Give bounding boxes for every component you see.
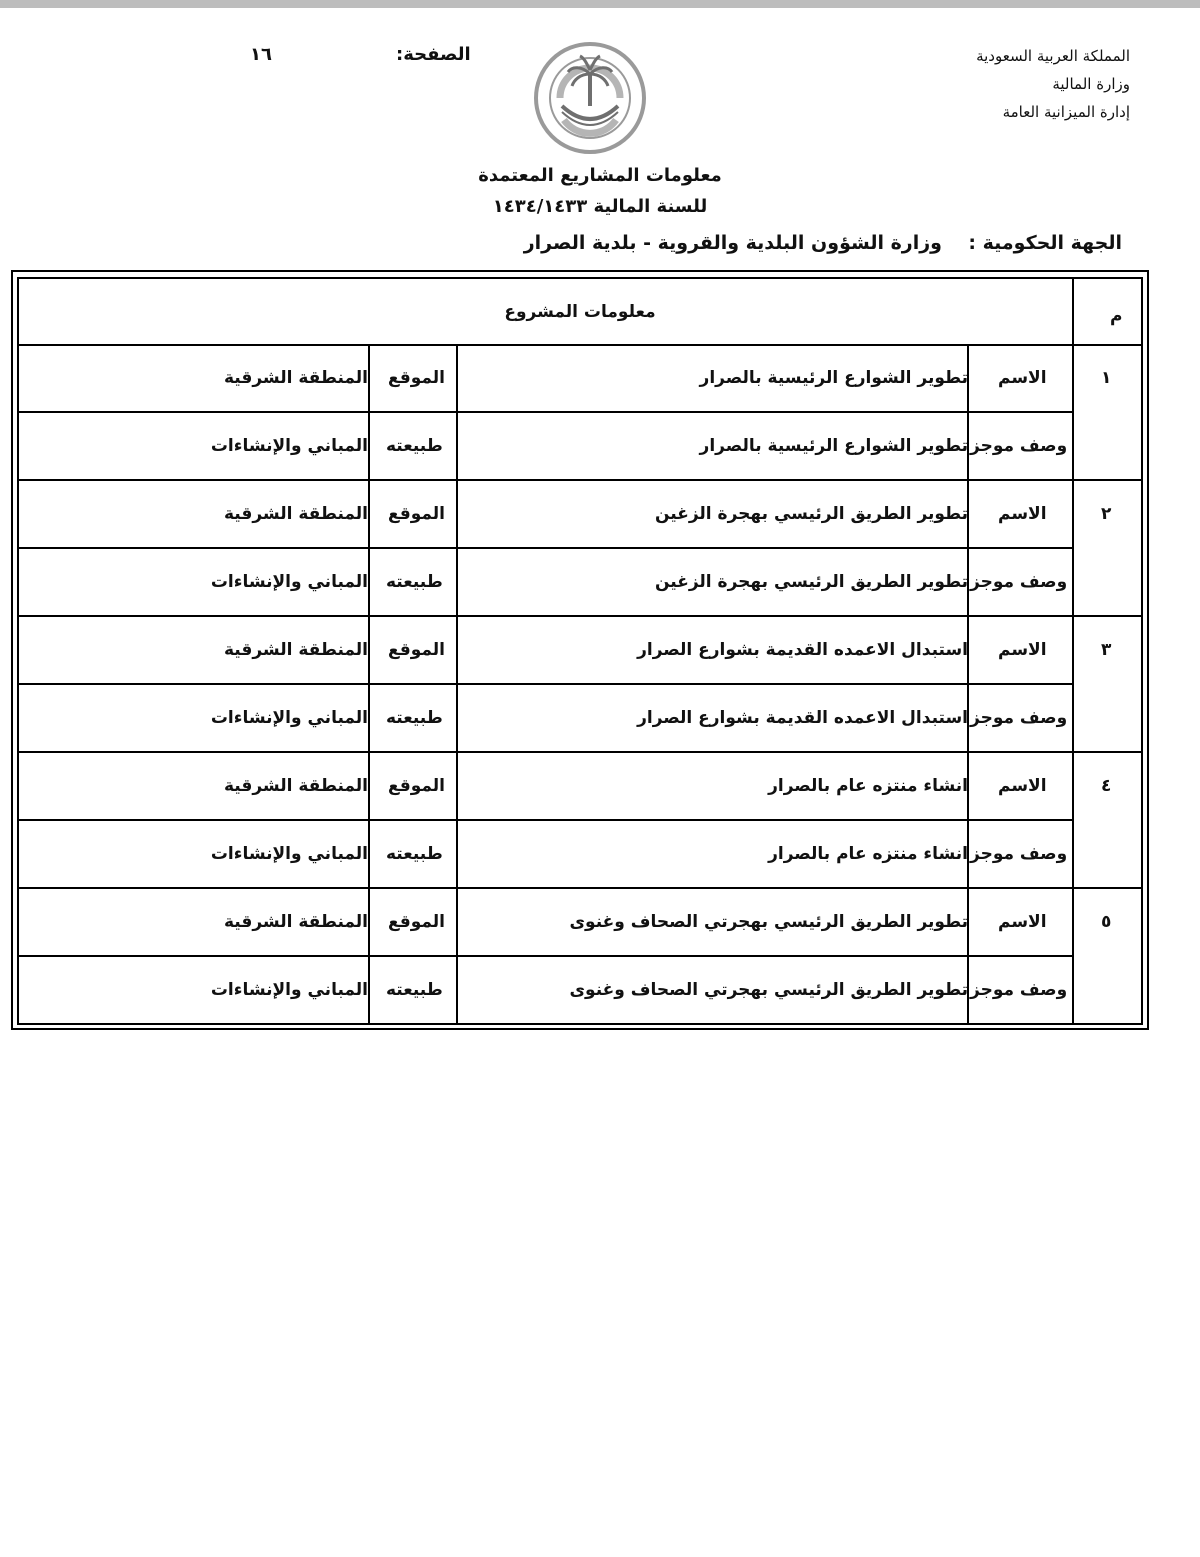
project-name: تطوير الطريق الرئيسي بهجرة الزغين (655, 504, 968, 524)
column-divider (967, 480, 969, 616)
row-mid-divider (17, 819, 1074, 821)
project-name: انشاء منتزه عام بالصرار (768, 776, 968, 796)
project-number: ٥ (1101, 912, 1112, 932)
column-divider (368, 616, 370, 752)
project-name: استبدال الاعمده القديمة بشوارع الصرار (637, 640, 968, 660)
column-divider (368, 344, 370, 480)
nature-label: طبيعته (386, 708, 443, 728)
number-column-divider (1072, 277, 1074, 1025)
project-nature: المباني والإنشاءات (210, 436, 368, 456)
description-label: وصف موجز (970, 572, 1068, 592)
column-divider (368, 888, 370, 1024)
header-number: م (1110, 306, 1123, 326)
nature-label: طبيعته (386, 572, 443, 592)
column-divider (456, 344, 458, 480)
project-location: المنطقة الشرقية (223, 504, 368, 524)
project-number: ٤ (1101, 776, 1112, 796)
project-nature: المباني والإنشاءات (210, 980, 368, 1000)
column-divider (368, 752, 370, 888)
column-divider (456, 616, 458, 752)
fiscal-year: للسنة المالية ١٤٣٤/١٤٣٣ (492, 196, 708, 217)
location-label: الموقع (388, 640, 446, 660)
ministry-seal-icon (524, 40, 656, 156)
department-name: إدارة الميزانية العامة (1002, 103, 1130, 121)
project-nature: المباني والإنشاءات (210, 708, 368, 728)
description-label: وصف موجز (970, 708, 1068, 728)
column-divider (967, 344, 969, 480)
row-divider (17, 615, 1143, 617)
document-title: معلومات المشاريع المعتمدة (478, 165, 722, 186)
column-divider (967, 888, 969, 1024)
project-nature: المباني والإنشاءات (210, 572, 368, 592)
project-name: تطوير الطريق الرئيسي بهجرتي الصحاف وغنوى (569, 912, 968, 932)
nature-label: طبيعته (386, 980, 443, 1000)
page-number: ١٦ (250, 44, 272, 65)
column-divider (456, 480, 458, 616)
column-divider (456, 752, 458, 888)
gov-entity-value: وزارة الشؤون البلدية والقروية - بلدية الصرار (523, 232, 942, 254)
name-label: الاسم (998, 640, 1047, 660)
row-mid-divider (17, 411, 1074, 413)
description-label: وصف موجز (970, 436, 1068, 456)
description-label: وصف موجز (970, 980, 1068, 1000)
column-divider (967, 752, 969, 888)
project-location: المنطقة الشرقية (223, 776, 368, 796)
project-description: انشاء منتزه عام بالصرار (768, 844, 968, 864)
header-project-info: معلومات المشروع (504, 302, 656, 322)
page-label: الصفحة: (396, 44, 471, 65)
row-divider (17, 887, 1143, 889)
row-mid-divider (17, 547, 1074, 549)
description-label: وصف موجز (970, 844, 1068, 864)
project-number: ٢ (1101, 504, 1112, 524)
location-label: الموقع (388, 504, 446, 524)
header-divider (17, 344, 1143, 346)
ministry-name: وزارة المالية (1052, 75, 1130, 93)
location-label: الموقع (388, 368, 446, 388)
project-description: تطوير الطريق الرئيسي بهجرتي الصحاف وغنوى (569, 980, 968, 1000)
column-divider (456, 888, 458, 1024)
row-mid-divider (17, 683, 1074, 685)
row-mid-divider (17, 955, 1074, 957)
project-description: تطوير الطريق الرئيسي بهجرة الزغين (655, 572, 968, 592)
column-divider (967, 616, 969, 752)
project-nature: المباني والإنشاءات (210, 844, 368, 864)
project-location: المنطقة الشرقية (223, 640, 368, 660)
name-label: الاسم (998, 504, 1047, 524)
name-label: الاسم (998, 912, 1047, 932)
project-number: ١ (1101, 368, 1112, 388)
location-label: الموقع (388, 912, 446, 932)
project-description: استبدال الاعمده القديمة بشوارع الصرار (637, 708, 968, 728)
project-description: تطوير الشوارع الرئيسية بالصرار (699, 436, 968, 456)
row-divider (17, 479, 1143, 481)
row-divider (17, 751, 1143, 753)
name-label: الاسم (998, 776, 1047, 796)
top-bar (0, 0, 1200, 8)
project-location: المنطقة الشرقية (223, 912, 368, 932)
nature-label: طبيعته (386, 844, 443, 864)
project-number: ٣ (1101, 640, 1112, 660)
nature-label: طبيعته (386, 436, 443, 456)
location-label: الموقع (388, 776, 446, 796)
project-location: المنطقة الشرقية (223, 368, 368, 388)
kingdom-name: المملكة العربية السعودية (976, 47, 1130, 65)
project-name: تطوير الشوارع الرئيسية بالصرار (699, 368, 968, 388)
column-divider (368, 480, 370, 616)
gov-entity-label: الجهة الحكومية : (968, 232, 1122, 254)
name-label: الاسم (998, 368, 1047, 388)
issuer-block (830, 42, 1130, 126)
